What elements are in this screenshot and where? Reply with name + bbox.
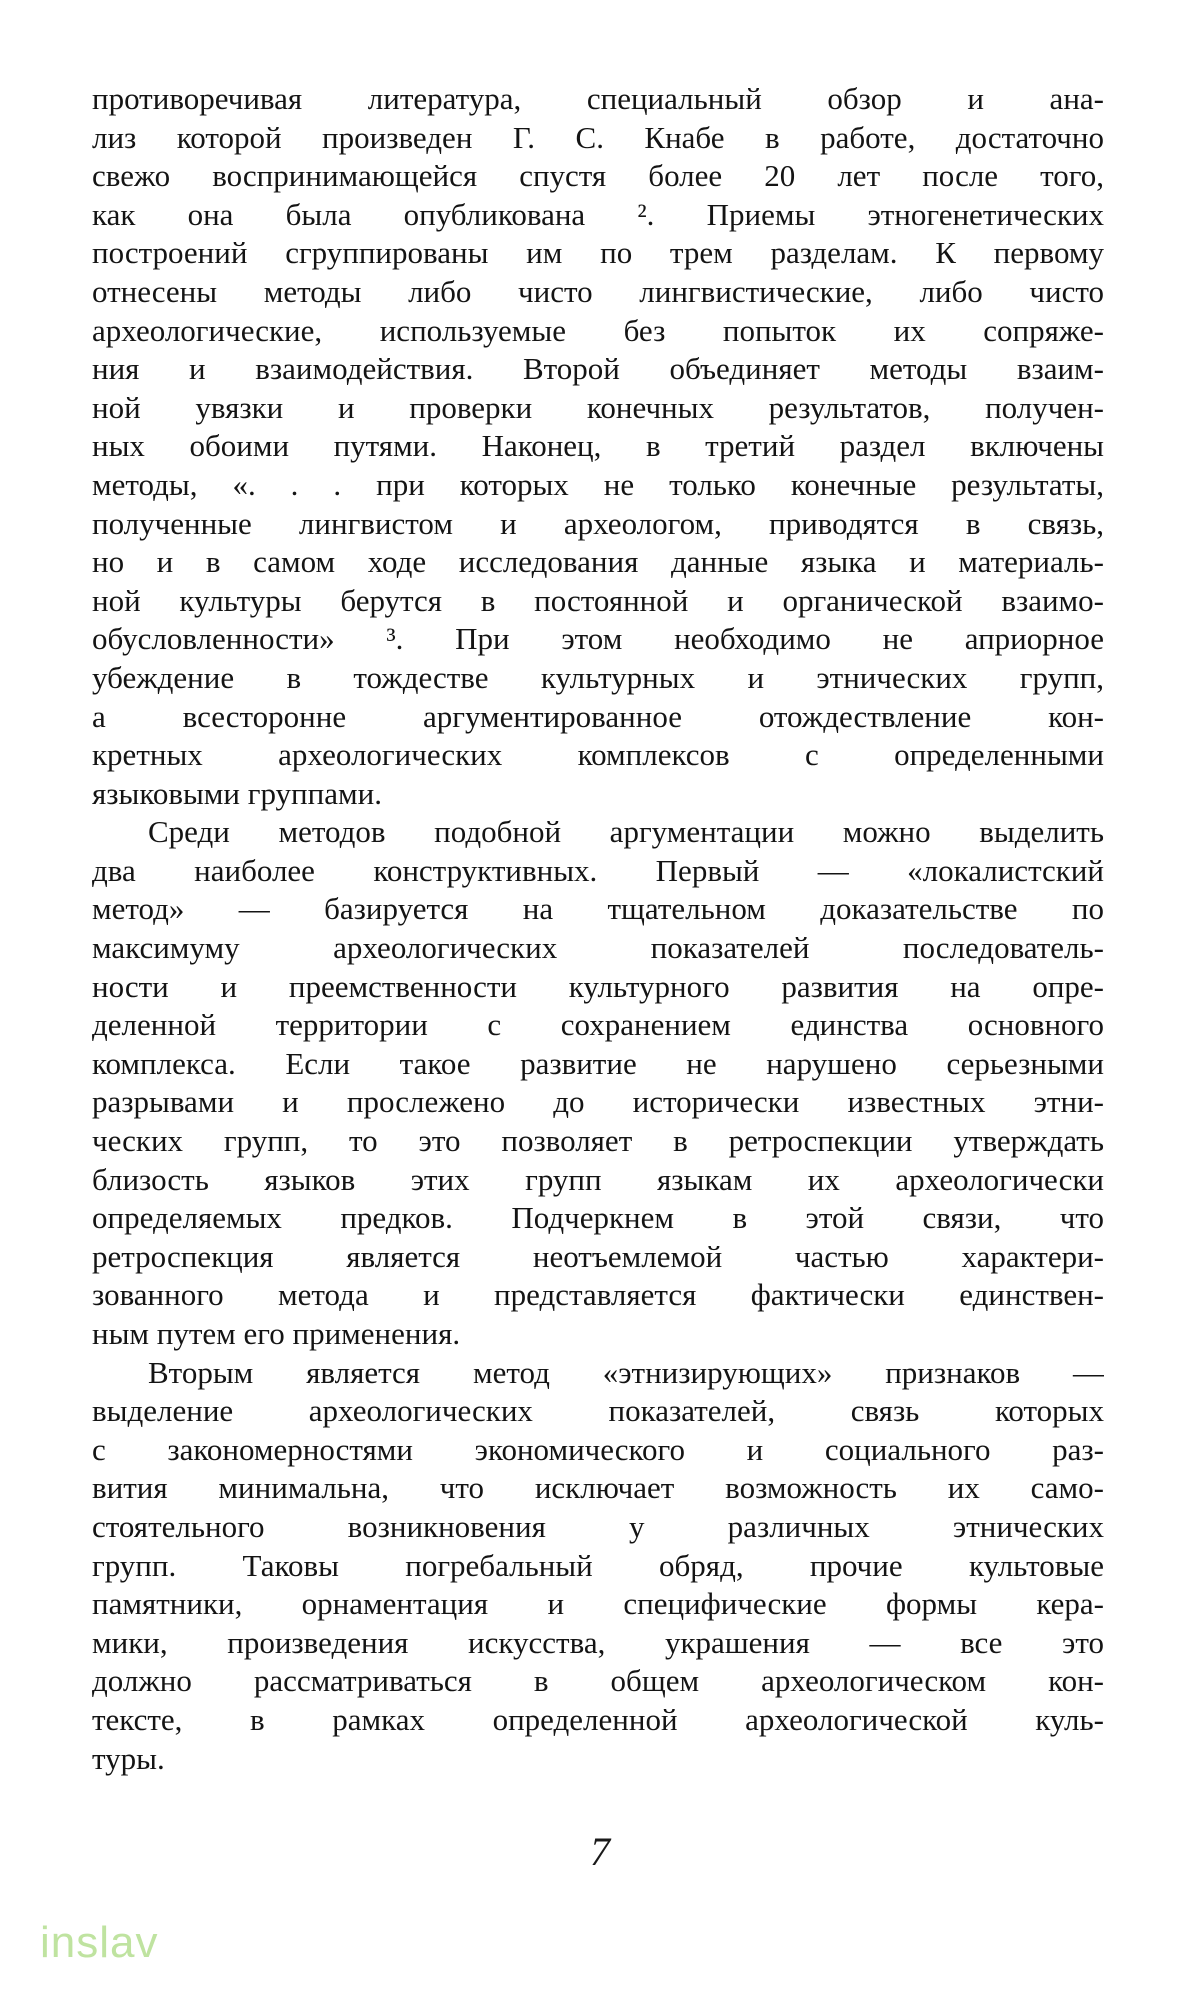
text-line: максимуму археологических показателей последователь- [92, 930, 1104, 966]
text-line: кретных археологических комплексов с определенными [92, 737, 1104, 773]
text-line: зованного метода и представляется фактически единствен- [92, 1277, 1104, 1313]
text-line: туры. [92, 1740, 165, 1776]
text-line: противоречивая литература, специальный обзор и ана- [92, 81, 1104, 116]
text-line: комплекса. Если такое развитие не нарушено серьезными [92, 1045, 1104, 1081]
text-line: отнесены методы либо чисто лингвистические, либо чисто [92, 273, 1104, 309]
text-line: свежо воспринимающейся спустя более 20 лет после того, [92, 158, 1104, 194]
page-body [92, 80, 1104, 1778]
text-line: групп. Таковы погребальный обряд, прочие культовые [92, 1547, 1104, 1583]
text-line: ретроспекция является неотъемлемой частью характери- [92, 1238, 1104, 1274]
text-line: археологические, используемые без попыток их сопряже- [92, 312, 1104, 348]
text-line: лиз которой произведен Г. С. Кнабе в работе, достаточно [92, 119, 1104, 155]
text-line: языковыми группами. [92, 775, 382, 811]
text-line: мики, произведения искусства, украшения — все это [92, 1624, 1104, 1660]
text-line: ности и преемственности культурного развития на опре- [92, 968, 1104, 1004]
paragraph-3 [92, 1354, 1104, 1779]
text-line: памятники, орнаментация и специфические формы кера- [92, 1586, 1104, 1622]
text-line: определяемых предков. Подчеркнем в этой связи, что [92, 1200, 1104, 1236]
text-line: как она была опубликована ². Приемы этногенетических [92, 196, 1104, 232]
text-line: но и в самом ходе исследования данные языка и материаль- [92, 544, 1104, 580]
text-line: а всесторонне аргументированное отождествление кон- [92, 698, 1104, 734]
text-line: с закономерностями экономического и социального раз- [92, 1431, 1104, 1467]
text-line: тексте, в рамках определенной археологической куль- [92, 1701, 1104, 1737]
text-line: методы, «. . . при которых не только конечные результаты, [92, 466, 1104, 502]
text-line: близость языков этих групп языкам их археологически [92, 1161, 1104, 1197]
paragraph-1 [92, 80, 1104, 813]
text-line: выделение археологических показателей, связь которых [92, 1393, 1104, 1429]
text-line: ной культуры берутся в постоянной и органической взаимо- [92, 582, 1104, 618]
text-line: разрывами и прослежено до исторически известных этни- [92, 1084, 1104, 1120]
paragraph-2 [92, 813, 1104, 1353]
text-line: убеждение в тождестве культурных и этнических групп, [92, 659, 1104, 695]
text-line: ния и взаимодействия. Второй объединяет методы взаим- [92, 351, 1104, 387]
text-line: вития минимальна, что исключает возможность их само- [92, 1470, 1104, 1506]
page-number: 7 [590, 1829, 610, 1874]
text-line: должно рассматриваться в общем археологическом кон- [92, 1663, 1104, 1699]
text-line: полученные лингвистом и археологом, приводятся в связь, [92, 505, 1104, 541]
text-line: Вторым является метод «этнизирующих» признаков — [148, 1354, 1104, 1390]
text-line: метод» — базируется на тщательном доказательстве по [92, 891, 1104, 927]
text-line: обусловленности» ³. При этом необходимо не априорное [92, 621, 1104, 657]
text-line: ным путем его применения. [92, 1316, 461, 1351]
text-line: Среди методов подобной аргументации можно выделить [148, 814, 1104, 850]
watermark-logo: inslav [40, 1918, 159, 1967]
text-line: два наиболее конструктивных. Первый — «локалистский [92, 852, 1104, 888]
text-line: ной увязки и проверки конечных результатов, получен- [92, 389, 1104, 425]
text-line: деленной территории с сохранением единства основного [92, 1007, 1104, 1043]
text-line: ных обоими путями. Наконец, в третий раздел включены [92, 428, 1104, 464]
text-line: построений сгруппированы им по трем разделам. К первому [92, 235, 1104, 271]
text-line: ческих групп, то это позволяет в ретроспекции утверждать [92, 1123, 1104, 1159]
text-line: стоятельного возникновения у различных этнических [92, 1508, 1104, 1544]
